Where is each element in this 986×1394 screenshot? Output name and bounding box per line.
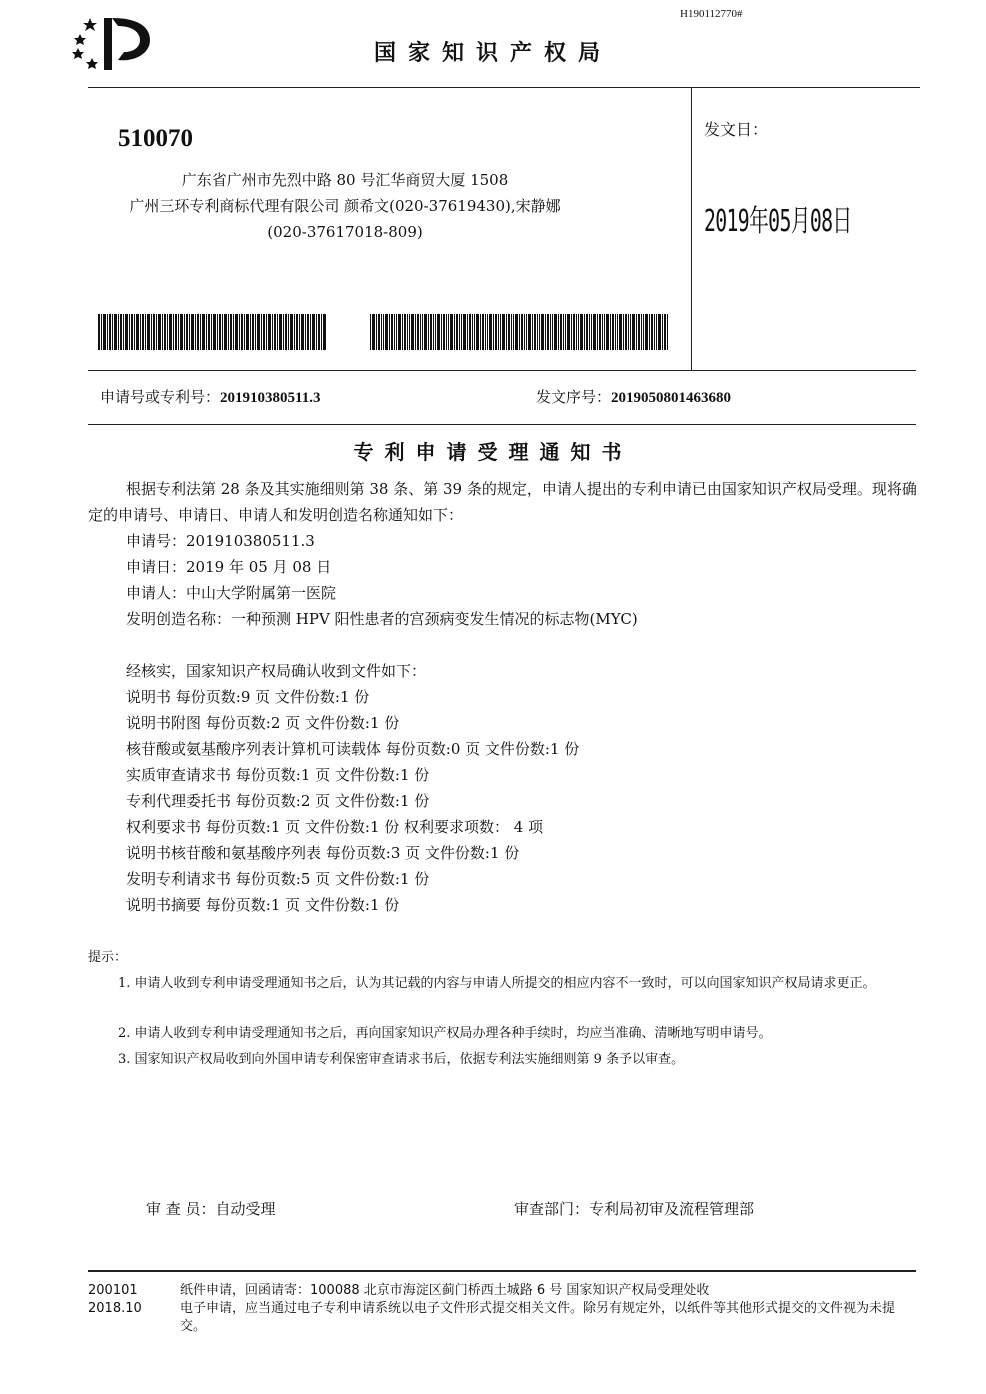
serial-number-label: 发文序号： xyxy=(536,388,612,406)
electronic-filing-note: 电子申请，应当通过电子专利申请系统以电子文件形式提交相关文件。除另有规定外，以纸件等其他形式提交的文件视为未提交。 xyxy=(180,1301,896,1334)
detail-applicant: 申请人：中山大学附属第一医院 xyxy=(126,584,337,602)
hint-item: 3. 国家知识产权局收到向外国申请专利保密审查请求书后，依据专利法实施细则第 9 条予以审查。 xyxy=(118,1052,685,1067)
file-item: 核苷酸或氨基酸序列表计算机可读载体 每份页数:0 页 文件份数:1 份 xyxy=(126,740,580,758)
application-number-field xyxy=(100,386,320,407)
hint-item: 2. 申请人收到专利申请受理通知书之后，再向国家知识产权局办理各种手续时，均应当准确、清晰地写明申请号。 xyxy=(118,1026,772,1041)
office-title: 国家知识产权局 xyxy=(373,41,612,66)
issue-date: 2019年05月08日 xyxy=(704,204,852,239)
document-id: H190112770# xyxy=(680,8,743,20)
examiner-label: 审 查 员： xyxy=(146,1200,216,1218)
serial-number-value: 2019050801463680 xyxy=(611,390,732,406)
notice-title: 专利申请受理通知书 xyxy=(353,440,633,464)
barcode-left xyxy=(98,314,326,350)
date-label: 发文日： xyxy=(704,120,769,139)
footer-rule xyxy=(88,1270,916,1272)
department-value: 专利局初审及流程管理部 xyxy=(589,1200,755,1218)
file-item: 实质审查请求书 每份页数:1 页 文件份数:1 份 xyxy=(126,766,430,784)
department-label: 审查部门： xyxy=(514,1200,590,1218)
file-item: 说明书摘要 每份页数:1 页 文件份数:1 份 xyxy=(126,896,400,914)
agency-line: 广州三环专利商标代理有限公司 颜希文(020-37619430),宋静娜 xyxy=(129,197,561,215)
detail-application-number: 申请号：201910380511.3 xyxy=(126,532,315,550)
file-item: 专利代理委托书 每份页数:2 页 文件份数:1 份 xyxy=(126,792,430,810)
hints-heading: 提示： xyxy=(88,950,128,965)
postcode: 510070 xyxy=(118,125,193,152)
phone-line: (020-37617018-809) xyxy=(267,223,423,241)
application-number-value: 201910380511.3 xyxy=(220,390,321,406)
file-item: 说明书核苷酸和氨基酸序列表 每份页数:3 页 文件份数:1 份 xyxy=(126,844,520,862)
detail-filing-date: 申请日：2019 年 05 月 08 日 xyxy=(126,558,332,576)
address-line: 广东省广州市先烈中路 80 号汇华商贸大厦 1508 xyxy=(181,171,509,189)
examiner xyxy=(146,1198,276,1219)
file-item: 权利要求书 每份页数:1 页 文件份数:1 份 权利要求项数： 4 项 xyxy=(126,818,544,836)
date-box-divider xyxy=(691,87,692,371)
hint-item: 1. 申请人收到专利申请受理通知书之后，认为其记载的内容与申请人所提交的相应内容不一致时，可以向国家知识产权局请求更正。 xyxy=(118,976,876,991)
application-number-label: 申请号或专利号： xyxy=(100,388,221,406)
detail-invention-title: 发明创造名称：一种预测 HPV 阳性患者的宫颈病变发生情况的标志物(MYC) xyxy=(126,610,638,628)
serial-number-field xyxy=(536,386,731,407)
form-version: 2018.10 xyxy=(88,1301,142,1316)
fields-rule xyxy=(88,424,916,425)
examiner-value: 自动受理 xyxy=(215,1200,276,1218)
file-item: 说明书附图 每份页数:2 页 文件份数:1 份 xyxy=(126,714,400,732)
paper-filing-note: 纸件申请，回函请寄：100088 北京市海淀区蓟门桥西土城路 6 号 国家知识产权局受理处收 xyxy=(180,1283,710,1298)
form-code: 200101 xyxy=(88,1283,138,1298)
header-rule xyxy=(88,87,920,88)
file-item: 发明专利请求书 每份页数:5 页 文件份数:1 份 xyxy=(126,870,430,888)
confirm-line: 经核实，国家知识产权局确认收到文件如下： xyxy=(126,662,427,680)
barcode-right xyxy=(370,314,668,350)
examining-department xyxy=(514,1198,754,1219)
file-item: 说明书 每份页数:9 页 文件份数:1 份 xyxy=(126,688,370,706)
intro-paragraph: 根据专利法第 28 条及其实施细则第 38 条、第 39 条的规定，申请人提出的专利申请已由国家知识产权局受理。现将确定的申请号、申请日、申请人和发明创造名称通知如下： xyxy=(88,480,917,524)
address-rule xyxy=(88,370,916,371)
